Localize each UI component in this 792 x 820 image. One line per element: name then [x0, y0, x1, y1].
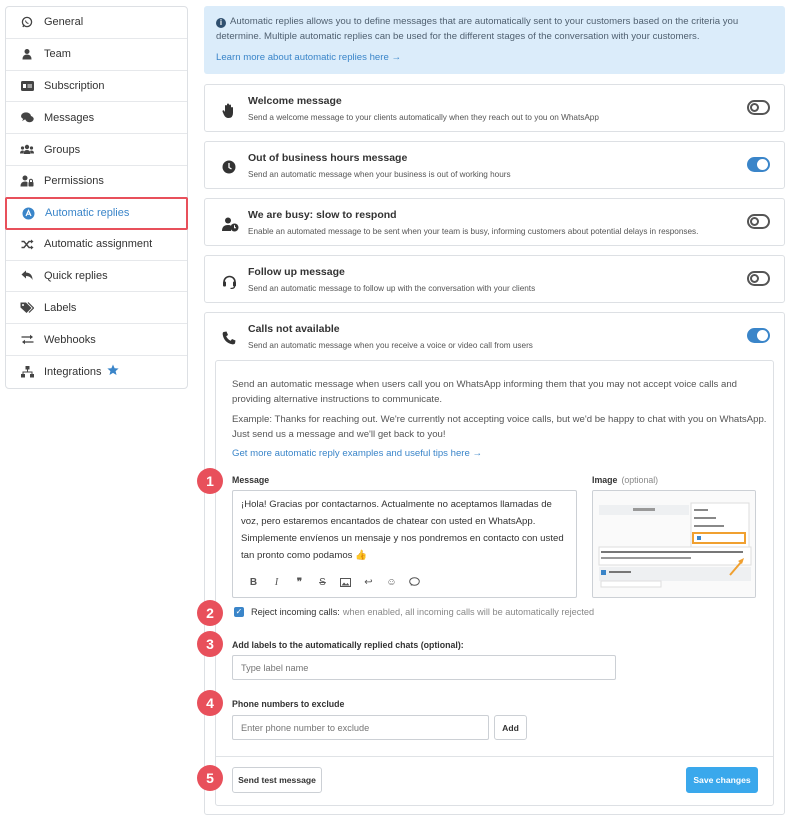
- user-lock-icon: [20, 174, 34, 188]
- image-icon[interactable]: [334, 575, 357, 589]
- learn-more-label: Learn more about automatic replies here: [216, 52, 389, 63]
- reply-description: Enable an automated message to be sent when your team is busy, informing customers about potential delays in responses.: [248, 227, 699, 236]
- save-changes-button[interactable]: Save changes: [686, 767, 758, 793]
- quote-icon[interactable]: ❞: [296, 576, 303, 588]
- reply-title: Calls not available: [248, 323, 340, 335]
- message-text[interactable]: ¡Hola! Gracias por contactarnos. Actualmente no aceptamos llamadas de voz, pero estaremos encantados de chatear con usted en WhatsApp. Simplemente envíenos un mensaje y nos pondremos en contacto con usted tan pronto como podamos 👍: [241, 499, 564, 561]
- reply-card-welcome: [204, 84, 785, 132]
- panel-divider: [216, 756, 773, 757]
- arrow-right-icon: →: [472, 448, 483, 459]
- sidebar-item-label: Groups: [44, 143, 81, 156]
- sidebar-item-quick-replies[interactable]: [6, 261, 187, 293]
- bold-icon[interactable]: B: [249, 576, 258, 588]
- id-card-icon: [20, 79, 34, 93]
- sidebar-item-team[interactable]: [6, 39, 187, 71]
- reject-calls-hint: when enabled, all incoming calls will be automatically rejected: [342, 607, 595, 617]
- image-label-row: [592, 475, 658, 485]
- reject-calls-row[interactable]: [234, 607, 594, 617]
- reply-title: Welcome message: [248, 95, 342, 107]
- undo-icon[interactable]: ↩: [364, 576, 373, 588]
- chat-bubbles-icon: [20, 111, 34, 125]
- editor-toolbar: [242, 575, 426, 589]
- sidebar-item-label: Integrations: [44, 365, 102, 378]
- sidebar-item-label: Quick replies: [44, 269, 108, 282]
- reply-description: Send an automatic message when your business is out of working hours: [248, 170, 511, 179]
- sidebar-item-groups[interactable]: [6, 134, 187, 166]
- sidebar-item-label: General: [44, 16, 84, 29]
- sidebar-item-label: Team: [44, 48, 71, 61]
- arrow-right-icon: →: [391, 52, 402, 63]
- label-name-input[interactable]: [232, 655, 616, 680]
- italic-icon[interactable]: I: [274, 576, 279, 588]
- sidebar-item-messages[interactable]: [6, 102, 187, 134]
- users-icon: [20, 143, 34, 157]
- sidebar-item-label: Automatic assignment: [44, 238, 153, 251]
- info-text: Automatic replies allows you to define messages that are automatically sent to your customers based on the criteria you determine. Multiple automatic replies can be used for the different stages of the conversation with your customers.: [216, 16, 739, 42]
- reply-title: We are busy: slow to respond: [248, 209, 397, 221]
- emoji-icon[interactable]: ☺: [386, 576, 397, 588]
- headset-icon: [222, 274, 238, 290]
- calls-intro-text: Send an automatic message when users call you on WhatsApp informing them that you may not accept voice calls and providing alternative instructions to communicate.: [232, 379, 738, 405]
- sitemap-icon: [20, 365, 34, 379]
- sidebar-item-webhooks[interactable]: [6, 324, 187, 356]
- sidebar-item-permissions[interactable]: [6, 166, 187, 198]
- strikethrough-icon[interactable]: S: [319, 576, 326, 588]
- sidebar-item-labels[interactable]: [6, 292, 187, 324]
- info-icon: i: [216, 18, 226, 28]
- phone-icon: [222, 331, 238, 347]
- hand-wave-icon: [222, 103, 238, 119]
- step-badge-2: 2: [197, 600, 223, 626]
- calls-settings-panel: [215, 360, 774, 806]
- reject-calls-checkbox[interactable]: ✓: [235, 607, 243, 616]
- add-phone-button[interactable]: Add: [494, 715, 527, 740]
- sidebar-item-label: Automatic replies: [45, 207, 130, 220]
- phone-exclude-input[interactable]: [232, 715, 489, 740]
- sidebar-item-automatic-replies[interactable]: [5, 197, 188, 230]
- message-editor[interactable]: [232, 490, 577, 598]
- labels-title: Add labels to the automatically replied chats (optional):: [232, 640, 464, 650]
- reply-icon: [20, 269, 34, 283]
- sidebar-item-subscription[interactable]: [6, 71, 187, 103]
- calls-toggle[interactable]: [747, 328, 770, 343]
- image-label: Image: [592, 475, 618, 485]
- step-badge-5: 5: [197, 765, 223, 791]
- reply-title: Out of business hours message: [248, 152, 408, 164]
- step-badge-4: 4: [197, 690, 223, 716]
- sidebar-item-label: Webhooks: [44, 333, 96, 346]
- sidebar-item-label: Subscription: [44, 79, 105, 92]
- sidebar-item-integrations[interactable]: [6, 356, 187, 388]
- sidebar-item-label: Labels: [44, 301, 77, 314]
- whatsapp-icon: [20, 15, 34, 29]
- send-test-message-button[interactable]: Send test message: [232, 767, 322, 793]
- reply-title: Follow up message: [248, 266, 345, 278]
- phones-title: Phone numbers to exclude: [232, 699, 345, 709]
- sidebar-item-label: Permissions: [44, 175, 104, 188]
- tips-link[interactable]: [232, 448, 482, 459]
- reply-description: Send an automatic message to follow up with the conversation with your clients: [248, 284, 536, 293]
- learn-more-link[interactable]: [216, 50, 773, 65]
- message-label: Message: [232, 475, 270, 485]
- reject-calls-label: Reject incoming calls:: [251, 607, 340, 617]
- robot-bubble-icon: [21, 206, 35, 220]
- tips-link-label: Get more automatic reply examples and useful tips here: [232, 448, 470, 459]
- screenshot-thumbnail: [593, 491, 756, 598]
- shuffle-icon: [20, 237, 34, 251]
- clock-icon: [222, 160, 238, 176]
- image-optional-label: (optional): [621, 475, 659, 485]
- user-clock-icon: [222, 217, 238, 233]
- exchange-arrows-icon: [20, 333, 34, 347]
- reply-card-busy: [204, 198, 785, 246]
- reply-card-follow-up: [204, 255, 785, 303]
- tags-icon: [20, 301, 34, 315]
- user-icon: [20, 47, 34, 61]
- welcome-toggle[interactable]: [747, 100, 770, 115]
- out-of-hours-toggle[interactable]: [747, 157, 770, 172]
- star-icon: [107, 364, 119, 379]
- sidebar-item-label: Messages: [44, 111, 95, 124]
- info-banner: [204, 6, 785, 74]
- sidebar-item-automatic-assignment[interactable]: [6, 229, 187, 261]
- reply-card-calls: [204, 312, 785, 815]
- sidebar-item-general[interactable]: [6, 7, 187, 39]
- busy-toggle[interactable]: [747, 214, 770, 229]
- reply-card-out-of-hours: [204, 141, 785, 189]
- settings-sidebar: [5, 6, 188, 389]
- reply-description: Send a welcome message to your clients automatically when they reach out to you on WhatsApp: [248, 113, 599, 122]
- follow-up-toggle[interactable]: [747, 271, 770, 286]
- info-text-row: [216, 14, 773, 44]
- step-badge-1: 1: [197, 468, 223, 494]
- calls-example-text: Example: Thanks for reaching out. We're currently not accepting voice calls, but we'd be happy to chat with you on WhatsApp. Just send us a message and we'll get back to you!: [232, 414, 767, 440]
- step-badge-3: 3: [197, 631, 223, 657]
- comment-icon[interactable]: [403, 575, 426, 589]
- image-preview[interactable]: [592, 490, 756, 598]
- reply-description: Send an automatic message when you receive a voice or video call from users: [248, 341, 533, 350]
